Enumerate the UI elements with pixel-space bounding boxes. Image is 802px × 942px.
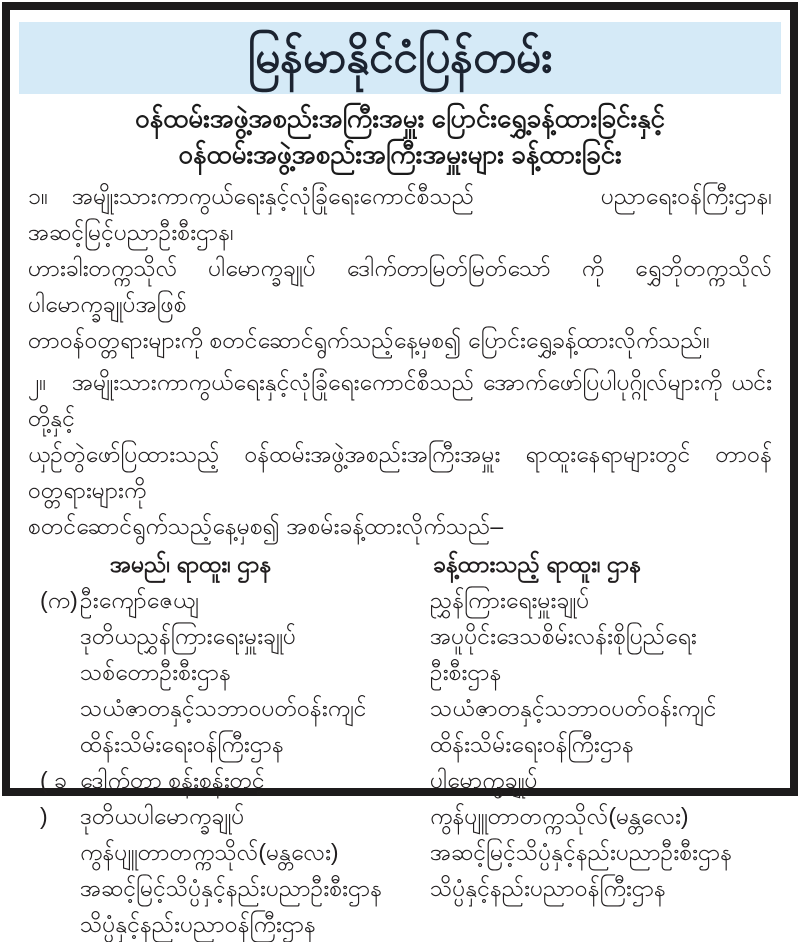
- table-row-kha: [28, 762, 772, 942]
- row-kha-left-cell: [80, 762, 430, 942]
- paragraph-1-number: ၁။: [28, 183, 48, 209]
- row-kha-right-line-4: သိပ္ပံနှင့်နည်းပညာဝန်ကြီးဌာန: [430, 875, 666, 901]
- paragraph-1: [28, 178, 772, 358]
- paragraph-2-line-1: [28, 364, 772, 436]
- paragraph-1-text-1: အမျိုးသားကာကွယ်ရေးနှင့်လုံခြုံရေးကောင်စီသည် ပညာရေးဝန်ကြီးဌာန၊ အဆင့်မြင့်ပညာဦးစီးဌာန၊: [28, 183, 772, 245]
- column-header-appointed-position-dept: ခန့်ထားသည့် ရာထူး၊ ဌာန: [433, 551, 642, 577]
- column-header-name-position-dept: အမည်၊ ရာထူး၊ ဌာန: [110, 551, 272, 577]
- paragraph-1-line-3: တာဝန်ဝတ္တရားများကို စတင်ဆောင်ရွက်သည့်နေ့မှစ၍ ပြောင်းရွှေ့ခန့်ထားလိုက်သည်။: [28, 327, 710, 353]
- paragraph-2-text-1: အမျိုးသားကာကွယ်ရေးနှင့်လုံခြုံရေးကောင်စီသည် အောက်ဖော်ပြပါပုဂ္ဂိုလ်များကို ယင်းတို့နှင့်: [28, 369, 772, 431]
- row-ka-right-line-2: အပူပိုင်းဒေသစိမ်းလန်းစိုပြည်ရေး: [430, 623, 697, 649]
- table-row-ka: [28, 582, 772, 762]
- page-title: မြန်မာနိုင်ငံပြန်တမ်း: [247, 33, 553, 82]
- row-kha-right-cell: [430, 762, 772, 942]
- row-marker-kha: ( ခ ): [40, 767, 67, 829]
- paragraph-2-line-3: စတင်ဆောင်ရွက်သည့်နေ့မှစ၍ အစမ်းခန့်ထားလိုက်သည်–: [28, 513, 504, 539]
- paragraph-2-number: ၂။: [28, 369, 47, 395]
- page-frame: [2, 2, 798, 937]
- subtitle-line-1: ဝန်ထမ်းအဖွဲ့အစည်းအကြီးအမှူး ပြောင်းရွှေ့ခန့်ထားခြင်းနှင့်: [135, 103, 665, 133]
- row-ka-left-line-4: သယံဇာတနှင့်သဘာဝပတ်ဝန်းကျင်: [80, 695, 367, 721]
- gazette-title-banner: [19, 22, 781, 94]
- row-ka-right-cell: [430, 582, 772, 762]
- row-kha-left-line-3: ကွန်ပျူတာတက္ကသိုလ်(မန္တလေး): [80, 839, 339, 865]
- subtitle-line-2: ဝန်ထမ်းအဖွဲ့အစည်းအကြီးအမှူးများ ခန့်ထားခြင်း: [178, 139, 622, 169]
- row-kha-left-line-4: အဆင့်မြင့်သိပ္ပံနှင့်နည်းပညာဦးစီးဌာန: [80, 875, 383, 901]
- row-ka-right-line-3: ဦးစီးဌာန: [430, 659, 502, 685]
- row-ka-right-line-5: ထိန်းသိမ်းရေးဝန်ကြီးဌာန: [430, 731, 634, 757]
- row-ka-left-cell: [80, 582, 430, 762]
- table-header-row: [28, 546, 772, 582]
- paragraph-2: [28, 364, 772, 544]
- row-ka-left-line-2: ဒုတိယညွှန်ကြားရေးမှူးချုပ်: [80, 623, 297, 649]
- row-kha-left-line-1: ဒေါက်တာ စန်းစန်းတင့်: [80, 767, 265, 793]
- paragraph-1-line-1: [28, 178, 772, 250]
- row-kha-right-line-1: ပါမောက္ခချုပ်: [430, 767, 538, 793]
- row-ka-left-line-3: သစ်တောဦးစီးဌာန: [80, 659, 232, 685]
- row-kha-right-line-2: ကွန်ပျူတာတက္ကသိုလ်(မန္တလေး): [430, 803, 689, 829]
- row-marker-ka: (က): [40, 587, 78, 613]
- row-ka-left-line-1: ဦးကျော်ဇေယျ: [80, 587, 199, 613]
- row-ka-right-line-4: သယံဇာတနှင့်သဘာဝပတ်ဝန်းကျင်: [430, 695, 717, 721]
- document-subtitle: [20, 100, 780, 172]
- row-ka-left-line-5: ထိန်းသိမ်းရေးဝန်ကြီးဌာန: [80, 731, 284, 757]
- row-ka-right-line-1: ညွှန်ကြားရေးမှူးချုပ်: [430, 587, 590, 613]
- row-kha-left-line-5: သိပ္ပံနှင့်နည်းပညာဝန်ကြီးဌာန: [80, 911, 316, 937]
- row-kha-left-line-2: ဒုတိယပါမောက္ခချုပ်: [80, 803, 245, 829]
- row-kha-right-line-3: အဆင့်မြင့်သိပ္ပံနှင့်နည်းပညာဦးစီးဌာန: [430, 839, 733, 865]
- paragraph-1-line-2: ဟားခါးတက္ကသိုလ် ပါမောက္ခချုပ် ဒေါက်တာမြတ်မြတ်သော် ကို ရွှေဘိုတက္ကသိုလ် ပါမောက္ခချုပ်အဖြစ်: [28, 255, 772, 317]
- paragraph-2-line-2: ယှဉ်တွဲဖော်ပြထားသည့် ဝန်ထမ်းအဖွဲ့အစည်းအကြီးအမှူး ရာထူးနေရာများတွင် တာဝန်ဝတ္တရားများကို: [28, 441, 772, 503]
